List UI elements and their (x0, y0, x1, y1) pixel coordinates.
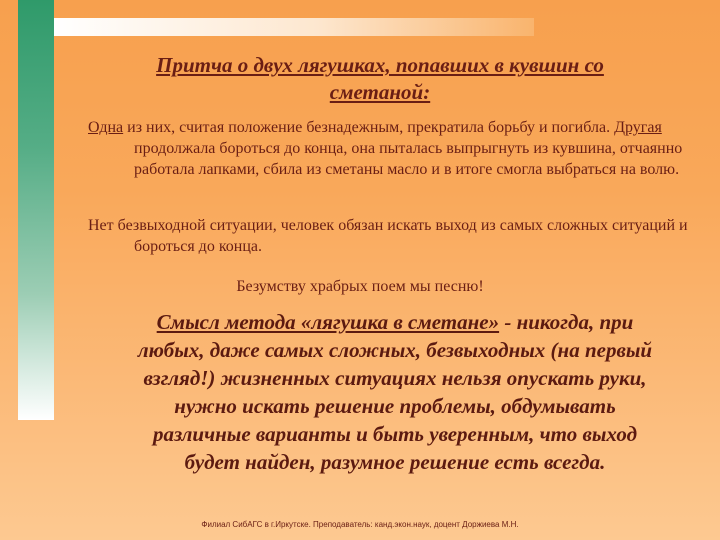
slide-footer: Филиал СибАГС в г.Иркутске. Преподаватель: канд.экон.наук, доцент Доржиева М.Н. (201, 520, 519, 529)
decor-horizontal-bar (54, 18, 534, 36)
method-meaning-dash: - (499, 310, 517, 334)
method-meaning (135, 308, 655, 476)
method-meaning-heading: Смысл метода «лягушка в сметане» (156, 310, 500, 334)
parable-paragraph (88, 117, 720, 180)
paragraph-text-1: из них, считая положение безнадежным, прекратила борьбу и погибла. (123, 119, 615, 136)
paragraph-text-2: продолжала бороться до конца, она пыталась выпрыгнуть из кувшина, отчаянно работала лапками, сбила из сметаны масло и в итоге смогла выбраться на волю. (134, 140, 683, 178)
slogan-text: Безумству храбрых поем мы песню! (236, 278, 484, 295)
conclusion-paragraph: Нет безвыходной ситуации, человек обязан искать выход из самых сложных ситуаций и бороться до конца. (88, 217, 688, 255)
decor-vertical-bar (18, 0, 54, 420)
word-other: Другая (614, 119, 662, 136)
word-one: Одна (88, 119, 124, 136)
slide-title: Притча о двух лягушках, попавших в кувшин со сметаной: (156, 53, 604, 104)
method-meaning-body: никогда, при любых, даже самых сложных, безвыходных (на первый взгляд!) жизненных ситуациях нельзя опускать руки, нужно искать решение проблемы, обдумывать различные варианты и быть уверенным, что выход будет найден, разумное решение есть всегда. (137, 310, 653, 474)
